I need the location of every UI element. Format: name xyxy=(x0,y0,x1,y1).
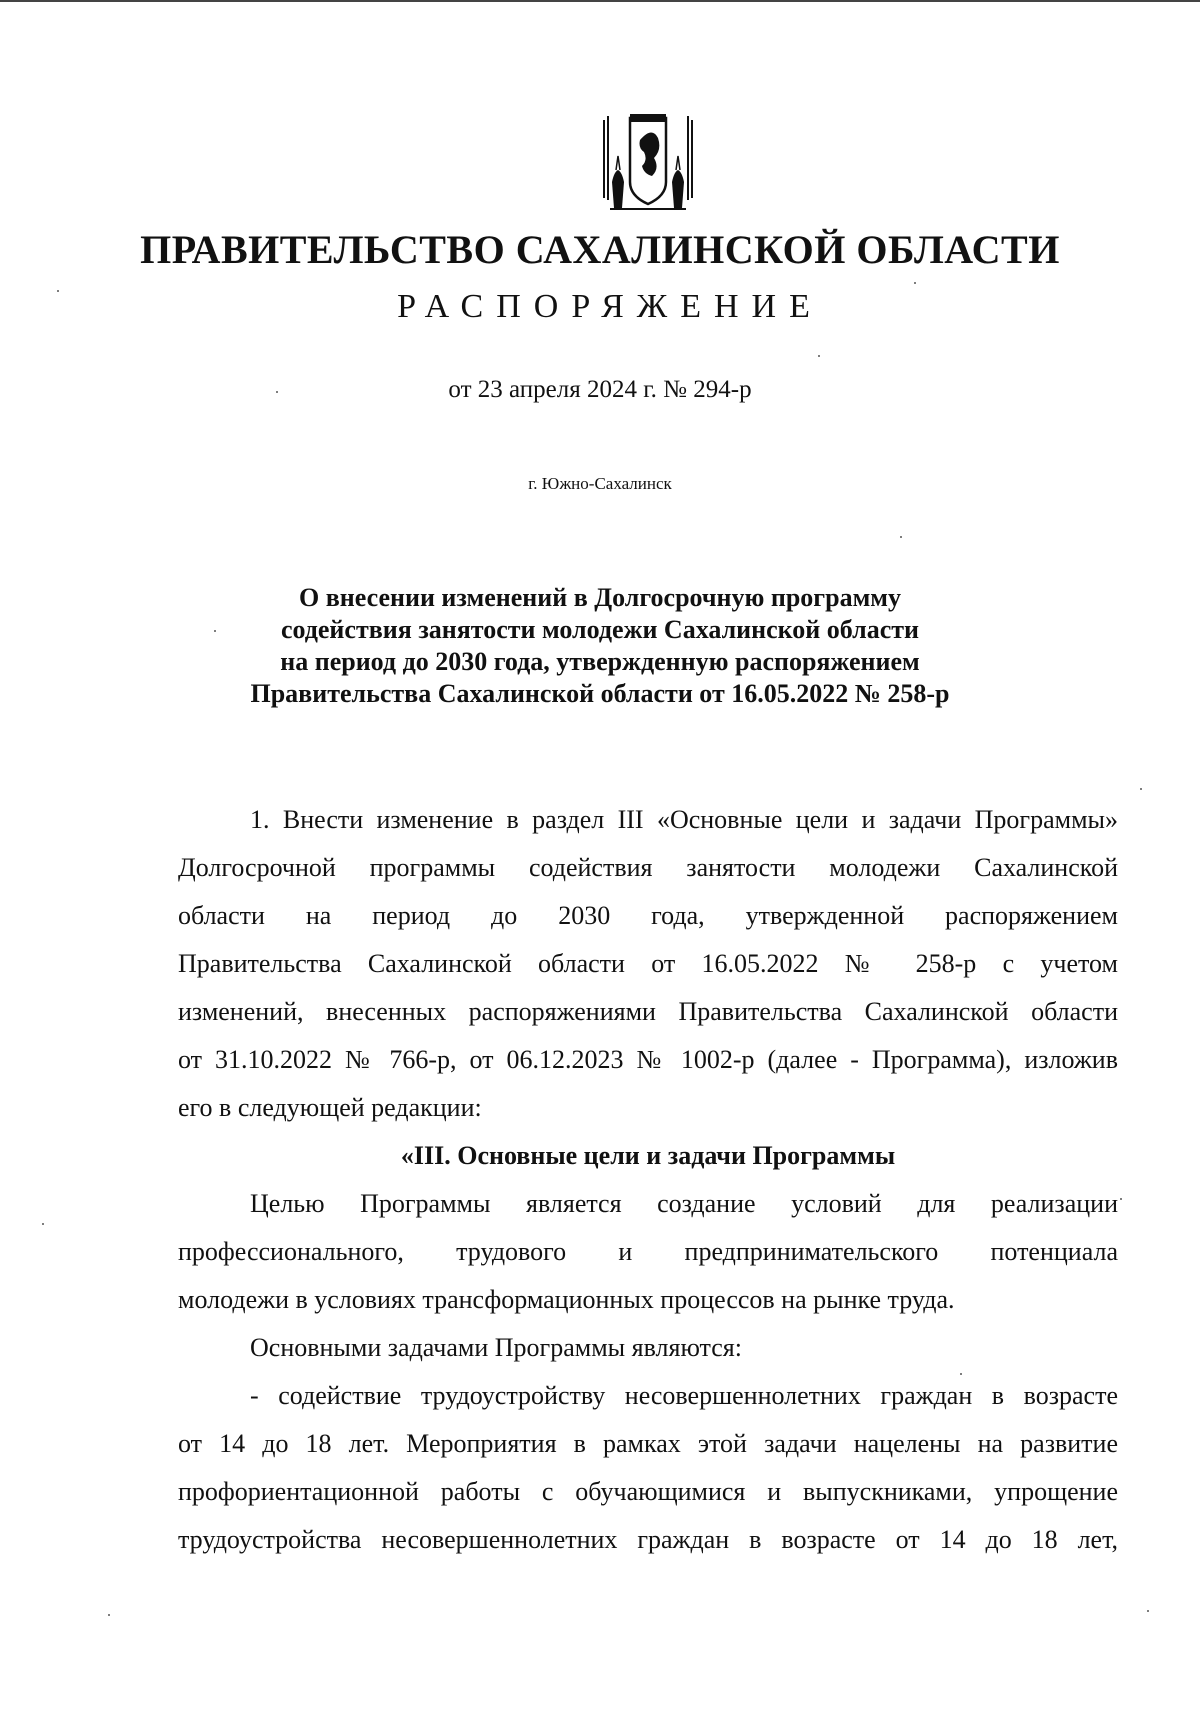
body-line: молодежи в условиях трансформационных процессов на рынке труда. xyxy=(178,1285,955,1314)
body-line: изменений, внесенных распоряжениями Правительства Сахалинской области xyxy=(178,997,1118,1026)
section-heading: «III. Основные цели и задачи Программы xyxy=(400,1141,896,1170)
body-line: - содействие трудоустройству несовершеннолетних граждан в возрасте xyxy=(250,1381,1118,1410)
subject-line: Правительства Сахалинской области от 16.05.2022 № 258-р xyxy=(250,679,950,708)
scan-speck xyxy=(1120,1198,1122,1200)
scan-speck xyxy=(1147,1610,1149,1612)
document-subject xyxy=(0,582,1200,710)
body-line: от 14 до 18 лет. Мероприятия в рамках этой задачи нацелены на развитие xyxy=(178,1429,1118,1458)
body-line: Правительства Сахалинской области от 16.05.2022 № 258-р с учетом xyxy=(178,949,1118,978)
body-line: Основными задачами Программы являются: xyxy=(250,1333,742,1362)
scan-speck xyxy=(42,1223,44,1225)
body-line: 1. Внести изменение в раздел III «Основные цели и задачи Программы» xyxy=(250,805,1118,834)
subject-line: О внесении изменений в Долгосрочную программу xyxy=(298,583,901,612)
scan-speck xyxy=(1140,788,1142,790)
document-type: РАСПОРЯЖЕНИЕ xyxy=(397,288,823,325)
scan-speck xyxy=(108,1614,110,1616)
document-city: г. Южно-Сахалинск xyxy=(528,474,672,493)
scan-speck xyxy=(818,355,820,357)
body-line: области на период до 2030 года, утвержденной распоряжением xyxy=(178,901,1118,930)
document-date-number: от 23 апреля 2024 г. № 294-р xyxy=(448,376,752,403)
body-line: Целью Программы является создание условий для реализации xyxy=(250,1189,1118,1218)
body-line: профессионального, трудового и предпринимательского потенциала xyxy=(178,1237,1118,1266)
body-line: Долгосрочной программы содействия занятости молодежи Сахалинской xyxy=(178,853,1118,882)
coat-of-arms-emblem xyxy=(600,112,696,212)
subject-line: на период до 2030 года, утвержденную распоряжением xyxy=(280,647,920,676)
body-line: от 31.10.2022 № 766-р, от 06.12.2023 № 1002-р (далее - Программа), изложив xyxy=(178,1045,1118,1074)
scan-speck xyxy=(900,536,902,538)
body-line: трудоустройства несовершеннолетних граждан в возрасте от 14 до 18 лет, xyxy=(178,1525,1118,1554)
body-line: профориентационной работы с обучающимися и выпускниками, упрощение xyxy=(178,1477,1118,1506)
body-line: его в следующей редакции: xyxy=(178,1093,482,1122)
subject-line: содействия занятости молодежи Сахалинской области xyxy=(280,615,920,644)
scan-top-edge xyxy=(0,0,1200,2)
scan-speck xyxy=(914,282,916,284)
document-body xyxy=(178,796,1118,1564)
government-title: ПРАВИТЕЛЬСТВО САХАЛИНСКОЙ ОБЛАСТИ xyxy=(140,227,1060,272)
